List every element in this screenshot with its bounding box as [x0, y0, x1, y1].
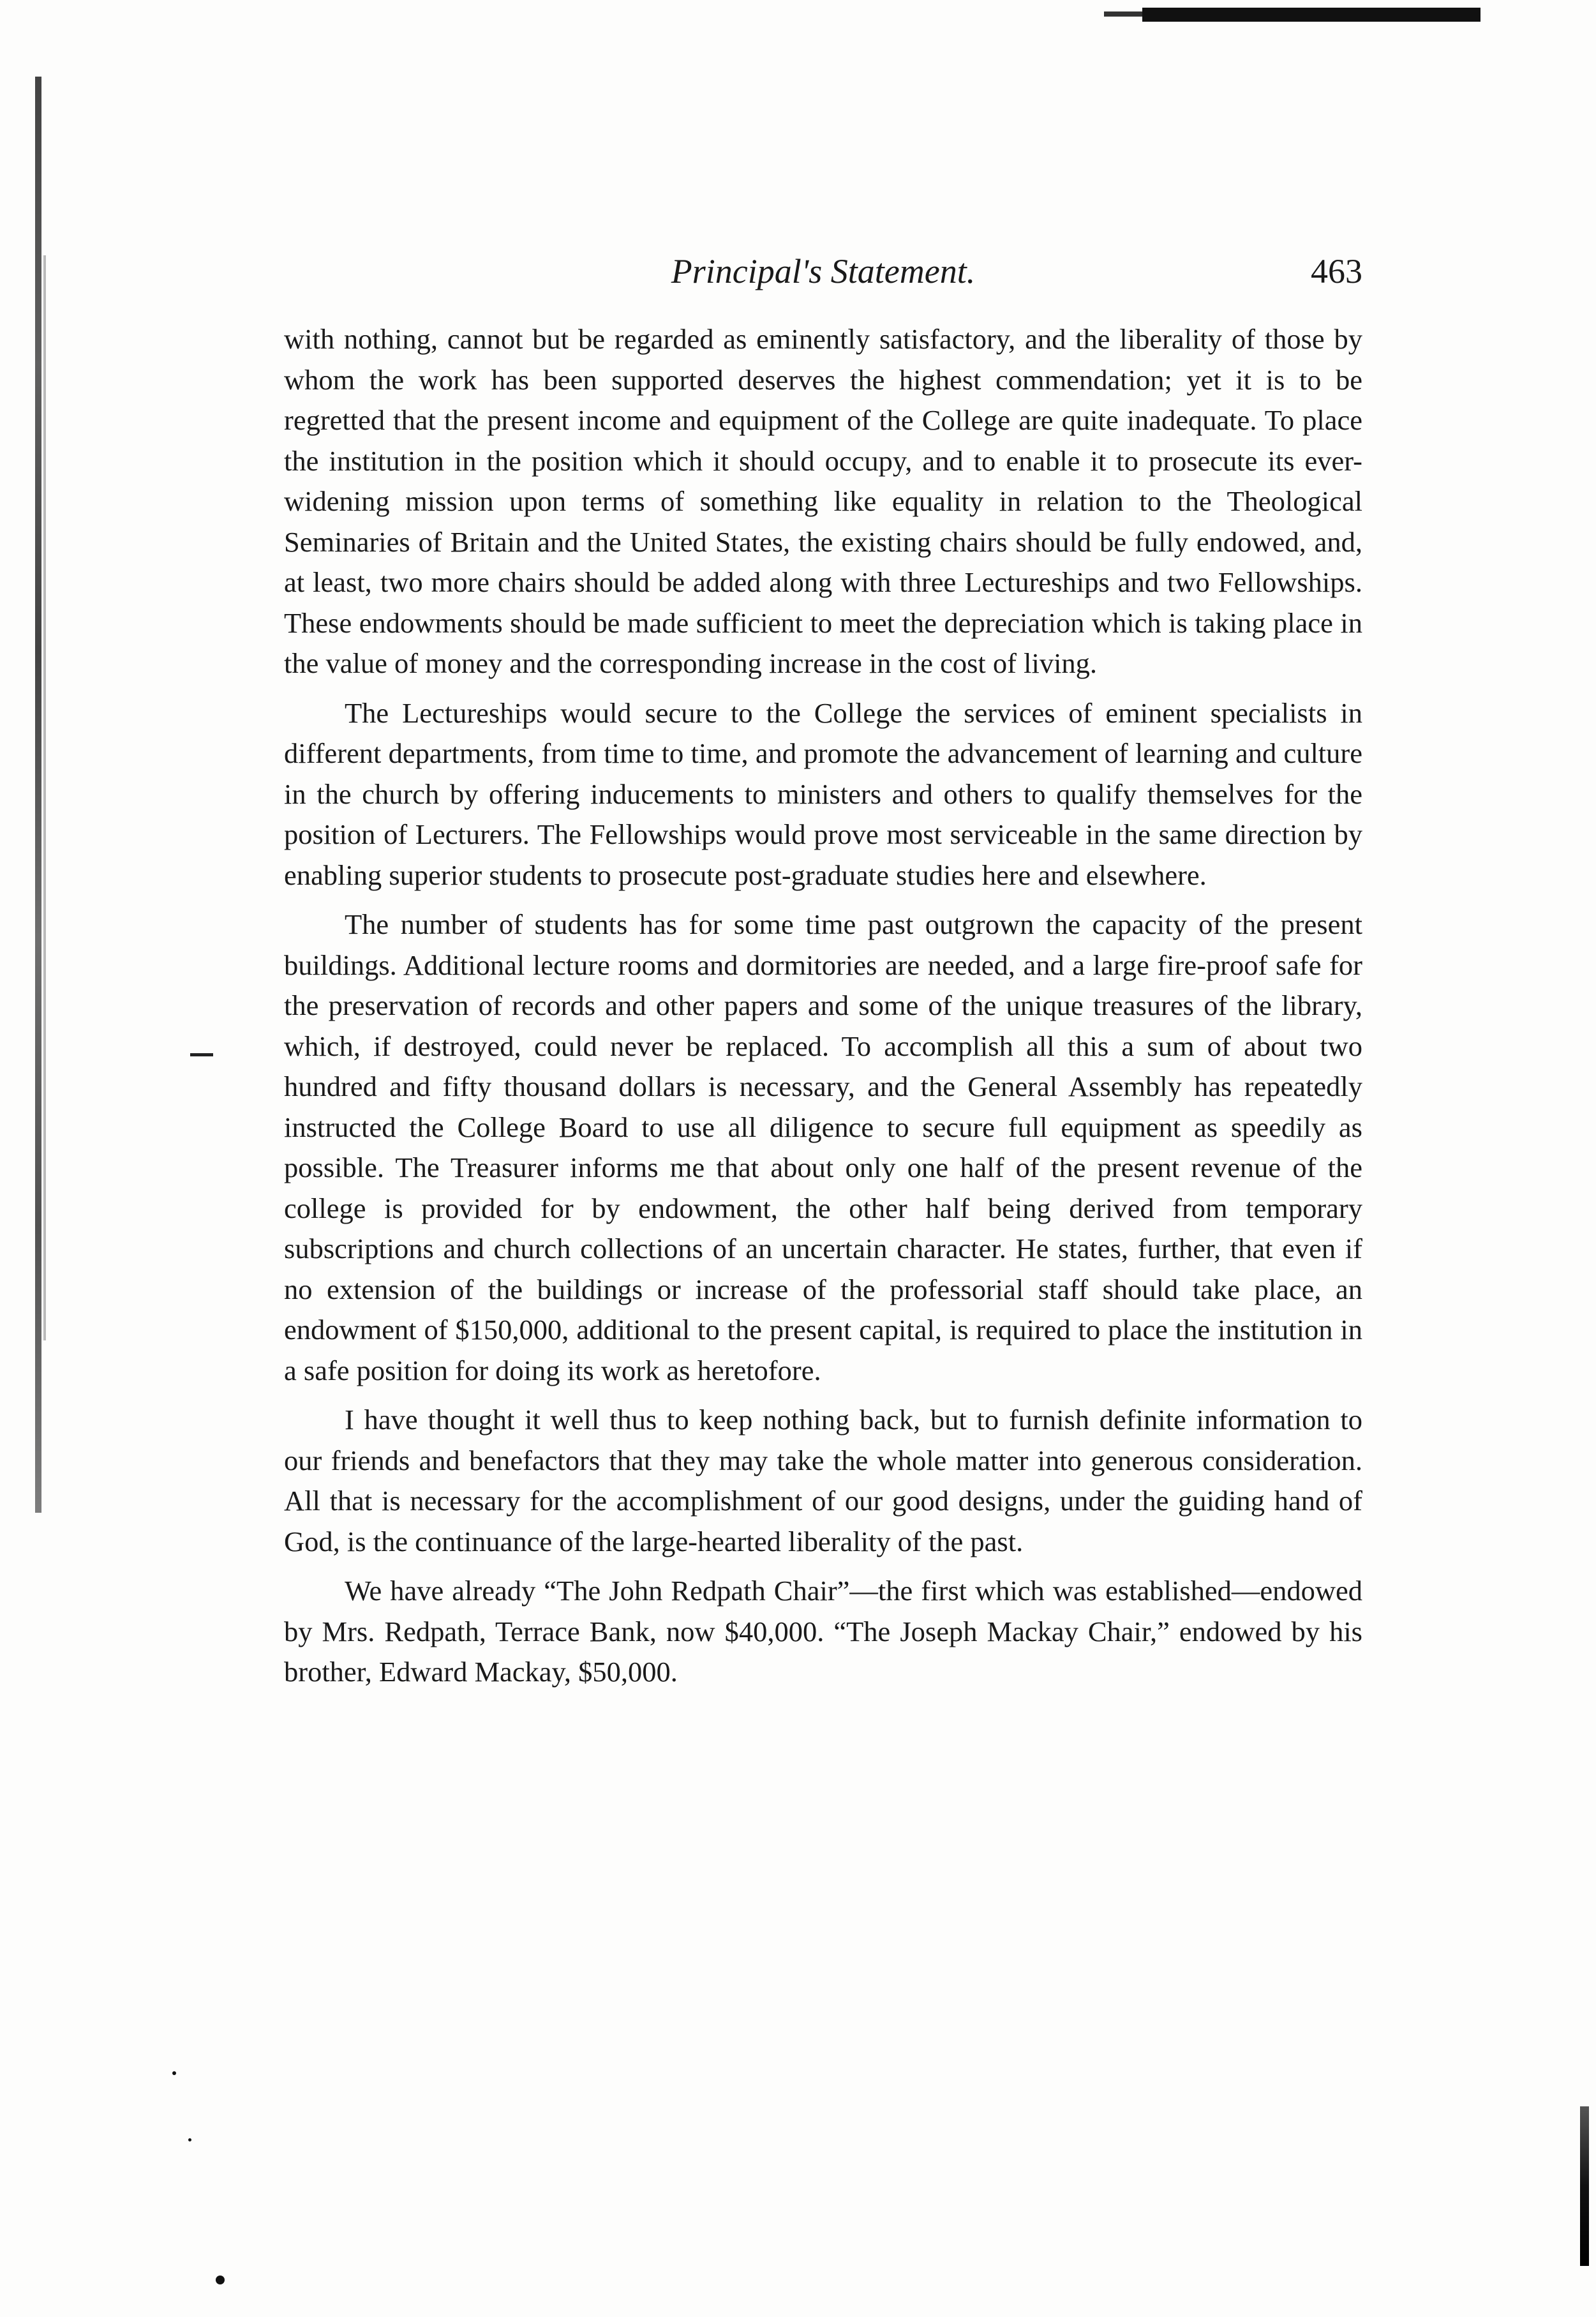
body-text: [284, 319, 1362, 1693]
scan-artifact-left-edge-shadow: [43, 255, 46, 1340]
paragraph: We have already “The John Redpath Chair”—the first which was established—endowed by Mrs. Redpath, Terrace Bank, now $40,000. “The Joseph Mackay Chair,” endowed by his brother, Edward Mackay, $50,000.: [284, 1575, 1362, 1688]
scan-artifact-left-edge: [35, 77, 41, 1513]
paragraph: with nothing, cannot but be regarded as eminently satisfactory, and the liberality of those by whom the work has been supported deserves the highest commendation; yet it is to be regretted that the present income and equipment of the College are quite inadequate. To place the institution in the position which it should occupy, and to enable it to prosecute its ever-widening mission upon terms of something like equality in relation to the Theological Seminaries of Britain and the United States, the existing chairs should be fully endowed, and, at least, two more chairs should be added along with three Lectureships and two Fellowships. These endowments should be made sufficient to meet the depreciation which is taking place in the value of money and the corresponding increase in the cost of living.: [284, 323, 1362, 679]
scan-artifact-top-bar: [1142, 8, 1480, 22]
scan-artifact-right-edge: [1580, 2106, 1589, 2266]
scan-artifact-speck: [188, 2138, 191, 2141]
scan-artifact-speck: [172, 2071, 176, 2075]
scan-artifact-dot: [216, 2276, 225, 2284]
running-title: Principal's Statement.: [671, 252, 976, 290]
page-header: [284, 243, 1362, 300]
paragraph: The Lectureships would secure to the College the services of eminent specialists in different departments, from time to time, and promote the advancement of learning and culture in the church by offering inducements to ministers and others to qualify themselves for the position of Lecturers. The Fellowships would prove most serviceable in the same direction by enabling superior students to prosecute post-graduate studies here and elsewhere.: [284, 696, 1362, 891]
page-number: 463: [1311, 252, 1362, 290]
scan-artifact-tick: [190, 1053, 213, 1056]
paragraph: I have thought it well thus to keep nothing back, but to furnish definite information to our friends and benefactors that they may take the whole matter into generous consideration. All that is necessary for the accomplishment of our good designs, under the guiding hand of God, is the continuance of the large-hearted liberality of the past.: [284, 1404, 1362, 1557]
paragraph: The number of students has for some time past outgrown the capacity of the present buildings. Additional lecture rooms and dormitories are needed, and a large fire-proof safe for the preservation of records and other papers and some of the unique treasures of the library, which, if destroyed, could never be replaced. To accomplish all this a sum of about two hundred and fifty thousand dollars is necessary, and the General Assembly has repeatedly instructed the College Board to use all diligence to secure full equipment as speedily as possible. The Treasurer informs me that about only one half of the present revenue of the college is provided for by endowment, the other half being derived from temporary subscriptions and church collections of an uncertain character. He states, further, that even if no extension of the buildings or increase of the professorial staff should take place, an endowment of $150,000, additional to the present capital, is required to place the institution in a safe position for doing its work as heretofore.: [284, 908, 1362, 1386]
